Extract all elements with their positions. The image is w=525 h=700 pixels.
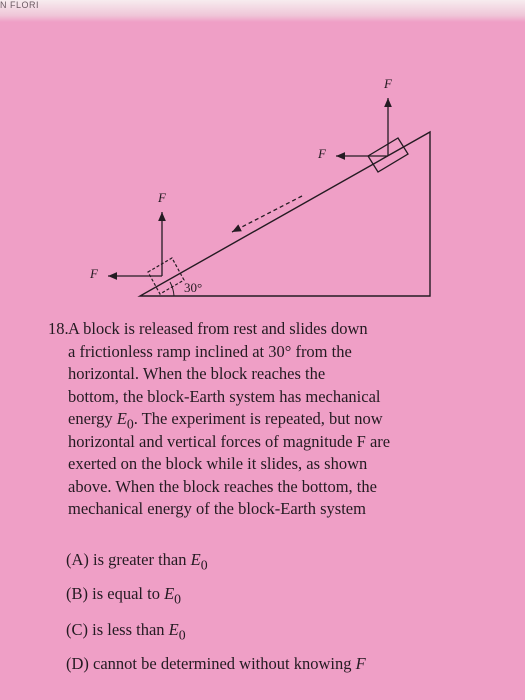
motion-dashed-arrow xyxy=(232,196,302,232)
question-line-8: above. When the block reaches the bottom, the xyxy=(68,476,377,496)
question-line-7: exerted on the block while it slides, as shown xyxy=(68,454,368,473)
choice-b: (B) is equal to $E_0$ xyxy=(66,584,182,607)
question-line-5: energy $E_0$. The experiment is repeated, but now xyxy=(68,409,383,432)
question-line-9: mechanical energy of the block-Earth system xyxy=(68,499,366,518)
top-vertical-force-label: F xyxy=(384,76,392,91)
bottom-vertical-force-label: F xyxy=(158,190,166,205)
question-line-4: bottom, the block-Earth system has mechanical xyxy=(68,386,381,406)
corner-label: N FLORI xyxy=(0,0,40,10)
question-line-2: a frictionless ramp inclined at 30° from the xyxy=(68,341,352,361)
energy-symbol: $E_0$ xyxy=(116,409,134,432)
question-line-3: horizontal. When the block reaches the xyxy=(68,364,326,383)
ramp-diagram xyxy=(0,0,525,310)
question-line-6: horizontal and vertical forces of magnitude F are xyxy=(68,431,391,451)
angle-arc xyxy=(170,282,174,296)
question-number: 18. xyxy=(48,319,69,338)
choice-d: (D) cannot be determined without knowing F xyxy=(66,654,366,673)
angle-label: 30° xyxy=(184,280,203,295)
choice-c: (C) is less than $E_0$ xyxy=(66,620,186,643)
top-horizontal-force-label: F xyxy=(318,146,326,161)
question-line-1: A block is released from rest and slides down xyxy=(68,319,368,338)
bottom-horizontal-force-label: F xyxy=(90,266,98,281)
choice-a: (A) is greater than $E_0$ xyxy=(66,550,208,573)
